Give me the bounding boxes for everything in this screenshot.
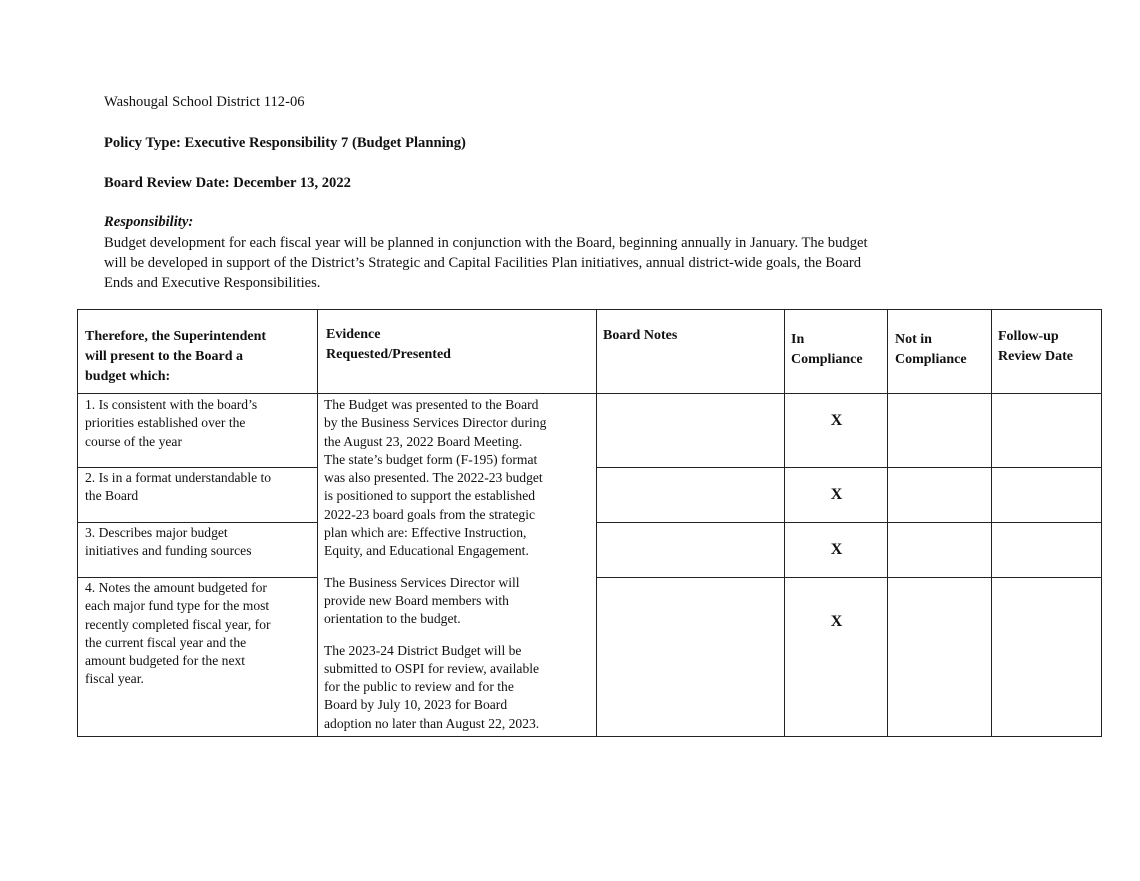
responsibility-text (104, 233, 1034, 293)
row-divider (78, 522, 317, 523)
header-evidence (326, 325, 586, 365)
evidence-line: plan which are: Effective Instruction, (324, 525, 527, 541)
table-row-requirement (85, 524, 317, 561)
header-line: Evidence (326, 327, 381, 342)
district-title: Washougal School District 112-06 (104, 94, 305, 110)
responsibility-line: will be developed in support of the District’s Strategic and Capital Facilities Plan initiatives, annual district-wide goals, the Board (104, 255, 862, 271)
requirement-line: fiscal year. (85, 671, 144, 687)
header-in-compliance (791, 330, 891, 370)
header-line: Review Date (998, 349, 1074, 364)
evidence-line: for the public to review and for the (324, 679, 514, 695)
header-line: Compliance (895, 352, 967, 367)
header-line: Follow-up (998, 329, 1059, 344)
requirement-line: 2. Is in a format understandable to (85, 470, 272, 485)
header-divider (78, 393, 1101, 394)
requirement-line: the Board (85, 488, 139, 504)
row-divider (78, 467, 317, 468)
column-divider (317, 310, 318, 736)
evidence-line: The Budget was presented to the Board (324, 397, 539, 412)
evidence-line: is positioned to support the established (324, 488, 536, 504)
evidence-line: by the Business Services Director during (324, 415, 547, 431)
header-line: will present to the Board a (85, 349, 244, 364)
responsibility-heading: Responsibility: (104, 214, 194, 230)
column-divider (784, 310, 785, 736)
in-compliance-mark: X (830, 613, 843, 630)
header-line: Compliance (791, 352, 863, 367)
compliance-table (77, 309, 1102, 737)
spacer (324, 629, 594, 642)
responsibility-line: Budget development for each fiscal year will be planned in conjunction with the Board, beginning annually in January. The budget (104, 235, 868, 251)
row-divider (596, 467, 1101, 468)
requirement-line: 4. Notes the amount budgeted for (85, 580, 267, 595)
column-divider (596, 310, 597, 736)
header-follow-up (998, 327, 1100, 367)
header-board-notes (603, 326, 783, 346)
table-row-requirement (85, 579, 317, 689)
header-line: budget which: (85, 369, 171, 384)
table-row-requirement (85, 396, 317, 451)
evidence-line: The Business Services Director will (324, 574, 520, 590)
header-requirement (85, 327, 317, 387)
evidence-line: Equity, and Educational Engagement. (324, 543, 529, 559)
column-divider (887, 310, 888, 736)
requirement-line: initiatives and funding sources (85, 543, 252, 559)
evidence-line: the August 23, 2022 Board Meeting. (324, 433, 523, 449)
evidence-line: submitted to OSPI for review, available (324, 660, 540, 676)
requirement-line: course of the year (85, 433, 182, 449)
in-compliance-mark: X (830, 412, 843, 429)
evidence-line: provide new Board members with (324, 592, 509, 608)
requirement-line: priorities established over the (85, 415, 246, 431)
requirement-line: 3. Describes major budget (85, 525, 228, 540)
board-review-date: Board Review Date: December 13, 2022 (104, 175, 351, 191)
header-line: Therefore, the Superintendent (85, 329, 267, 344)
responsibility-line: Ends and Executive Responsibilities. (104, 275, 321, 291)
evidence-text (324, 396, 594, 733)
requirement-line: the current fiscal year and the (85, 634, 247, 650)
evidence-line: orientation to the budget. (324, 611, 461, 627)
spacer (324, 561, 594, 574)
requirement-line: 1. Is consistent with the board’s (85, 397, 258, 412)
evidence-line: 2022-23 board goals from the strategic (324, 506, 536, 522)
evidence-line: adoption no later than August 22, 2023. (324, 715, 540, 731)
header-not-in-compliance (895, 330, 995, 370)
evidence-line: The 2023-24 District Budget will be (324, 642, 522, 658)
header-line: Not in (895, 332, 932, 347)
evidence-line: was also presented. The 2022-23 budget (324, 470, 543, 486)
requirement-line: recently completed fiscal year, for (85, 616, 271, 632)
header-line: Board Notes (603, 328, 678, 343)
in-compliance-mark: X (830, 541, 843, 558)
requirement-line: each major fund type for the most (85, 598, 270, 614)
header-line: In (791, 332, 805, 347)
policy-type: Policy Type: Executive Responsibility 7 (Budget Planning) (104, 135, 466, 151)
requirement-line: amount budgeted for the next (85, 653, 246, 669)
header-line: Requested/Presented (326, 347, 451, 362)
table-row-requirement (85, 469, 317, 506)
row-divider (596, 522, 1101, 523)
evidence-line: Board by July 10, 2023 for Board (324, 697, 508, 713)
evidence-line: The state’s budget form (F-195) format (324, 451, 538, 467)
row-divider (78, 577, 317, 578)
in-compliance-mark: X (830, 486, 843, 503)
column-divider (991, 310, 992, 736)
row-divider (596, 577, 1101, 578)
